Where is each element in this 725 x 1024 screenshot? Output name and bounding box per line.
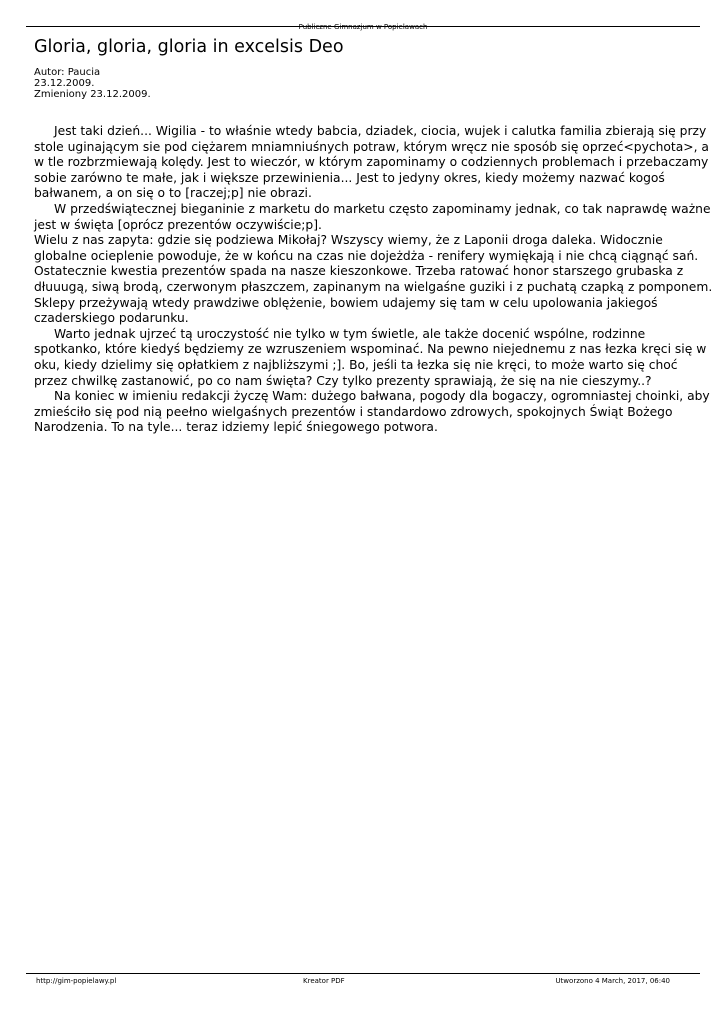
article-paragraph-2: W przedświątecznej bieganinie z marketu do marketu często zapominamy jednak, co tak naprawdę ważne jest w święta [oprócz prezentów oczywiście;p]. <box>34 201 711 232</box>
article-paragraph-5: Na koniec w imieniu redakcji życzę Wam: dużego bałwana, pogody dla bogaczy, ogromniastej choinki, aby zmieściło się pod nią peełno wielgaśnych prezentów i standardowo zdrowych, spokojnych Świąt Bożego Narodzenia. To na tyle... teraz idziemy lepić śniegowego potwora. <box>34 389 710 435</box>
author-line: Autor: Paucia <box>34 67 101 78</box>
footer-url: http://gim-popielawy.pl <box>36 977 117 985</box>
publish-date: 23.12.2009. <box>34 78 95 89</box>
footer-created: Utworzono 4 March, 2017, 06:40 <box>555 977 670 985</box>
page-footer <box>26 973 700 986</box>
site-name: Publiczne Gimnazjum w Popielawach <box>298 23 428 31</box>
article-title: Gloria, gloria, gloria in excelsis Deo <box>34 37 344 57</box>
page-header <box>26 14 700 31</box>
article-paragraph-3: Wielu z nas zapyta: gdzie się podziewa Mikołaj? Wszyscy wiemy, że z Laponii droga daleka. Widocznie globalne ocieplenie powoduje, że w końcu na czas nie dojeżdża - renifery wymiękają i nie chcą ciągnąć sań. Ostatecznie kwestia prezentów spada na nasze kieszonkowe. Trzeba ratować honor starszego grubaska z dłuuugą, siwą brodą, czerwonym płaszczem, zapinanym na wielgaśne guziki i z puchatą czapką z pomponem. Sklepy przeżywają wtedy prawdziwe oblężenie, bowiem udajemy się tam w celu upolowania jakiegoś czaderskiego podarunku. <box>34 233 713 326</box>
article-meta <box>34 67 151 100</box>
article-body <box>34 124 714 436</box>
modified-date: Zmieniony 23.12.2009. <box>34 89 151 100</box>
article-paragraph-4: Warto jednak ujrzeć tą uroczystość nie tylko w tym świetle, ale także docenić wspólne, rodzinne spotkanko, które kiedyś będziemy ze wzruszeniem wspominać. Na pewno niejednemu z nas łezka kręci się w oku, kiedy dzielimy się opłatkiem z najbliższymi ;]. Bo, jeśli ta łezka się nie kręci, to może warto się choć przez chwilkę zastanowić, po co nam święta? Czy tylko prezenty sprawiają, że się na nie cieszymy..? <box>34 326 707 388</box>
article-paragraph-1: Jest taki dzień... Wigilia - to właśnie wtedy babcia, dziadek, ciocia, wujek i calutka familia zbierają się przy stole uginającym sie pod ciężarem mniamniuśnych potraw, którym wręcz nie sposób się oprzeć<pychota>, a w tle rozbrzmiewają kolędy. Jest to wieczór, w którym zapominamy o codziennych problemach i przebaczamy sobie zarówno te małe, jak i większe przewinienia... Jest to jedyny okres, kiedy możemy nazwać kogoś bałwanem, a on się o to [raczej;p] nie obrazi. <box>34 124 709 201</box>
footer-generator: Kreator PDF <box>303 977 345 985</box>
